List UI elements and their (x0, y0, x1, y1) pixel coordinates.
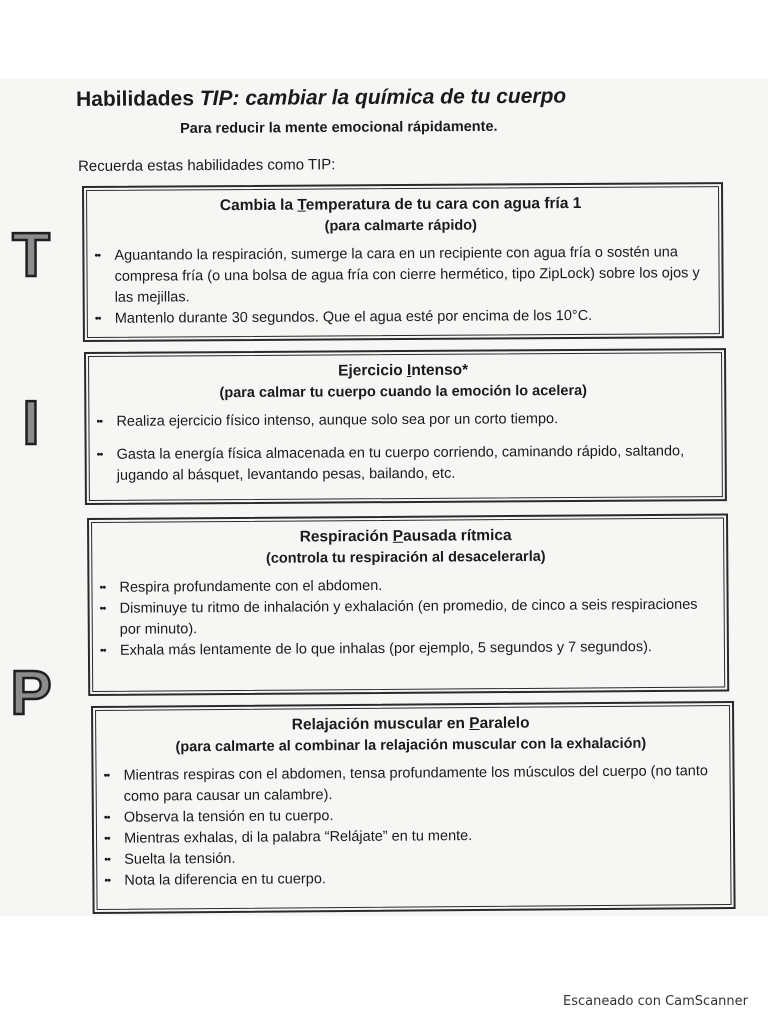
title-italic: TIP (199, 86, 233, 111)
bullet-list (99, 574, 713, 662)
title-part1: Habilidades (76, 87, 200, 111)
side-letter-i: I (22, 389, 40, 458)
list-item: •• Mantenlo durante 30 segundos. Que el agua esté por encima de los 10°C. (95, 305, 708, 330)
list-item: •• Disminuye tu ritmo de inhalación y exhalación (en promedio, de cinco a seis respiraciones por minuto). (100, 595, 713, 641)
section-title: Ejercicio Intenso* (338, 361, 469, 380)
section-subtitle: (controla tu respiración al desacelerarla) (265, 548, 546, 567)
section-subtitle: (para calmarte rápido) (324, 217, 477, 235)
section-intense-exercise (84, 348, 727, 505)
list-item: •• Nota la diferencia en tu cuerpo. (104, 866, 719, 892)
scanner-watermark: Escaneado con CamScanner (562, 994, 748, 1009)
section-title: Cambia la Temperatura de tu cara con agua fría 1 (219, 194, 582, 215)
side-letter-p: P (10, 659, 52, 728)
list-item: •• Mientras respiras con el abdomen, tensa profundamente los músculos del cuerpo (no tanto como para causar un calambre). (103, 761, 718, 808)
intro-text: Recuerda estas habilidades como TIP: (78, 156, 336, 175)
section-title: Relajación muscular en Paralelo (291, 714, 530, 734)
list-item: •• Aguantando la respiración, sumerge la cara en un recipiente con agua fría o sostén una compresa fría (o una bolsa de agua fría con cierre hermético, tipo ZipLock) sobre los ojos y las mejillas. (94, 242, 707, 309)
list-item: •• Exhala más lentamente de lo que inhalas (por ejemplo, 5 segundos y 7 segundos). (100, 637, 713, 662)
section-title: Respiración Pausada rítmica (299, 527, 512, 546)
side-letter-t: T (12, 221, 50, 290)
title-part2: : cambiar la química de tu cuerpo (232, 84, 567, 110)
section-subtitle: (para calmar tu cuerpo cuando la emoción lo acelera) (219, 382, 588, 402)
bullet-list (103, 761, 719, 892)
list-item: •• Gasta la energía física almacenada en tu cuerpo corriendo, caminando rápido, saltando, jugando al básquet, levantando pesas, bailando, etc. (97, 441, 711, 487)
section-temperature (82, 182, 724, 342)
bullet-list (94, 242, 708, 330)
list-item: •• Suelta la tensión. (104, 845, 719, 871)
section-subtitle: (para calmarte al combinar la relajación muscular con la exhalación) (175, 735, 647, 756)
list-item: •• Mientras exhalas, di la palabra “Relájate” en tu mente. (104, 824, 719, 850)
list-item: •• Respira profundamente con el abdomen. (99, 574, 712, 599)
bullet-list (96, 408, 710, 487)
list-item: •• Realiza ejercicio físico intenso, aunque solo sea por un corto tiempo. (96, 408, 710, 433)
page-subtitle: Para reducir la mente emocional rápidamente. (180, 118, 498, 137)
page-title (76, 85, 566, 112)
section-paired-relaxation (91, 701, 736, 914)
section-paced-breathing (87, 514, 729, 696)
list-item: •• Observa la tensión en tu cuerpo. (104, 803, 719, 829)
